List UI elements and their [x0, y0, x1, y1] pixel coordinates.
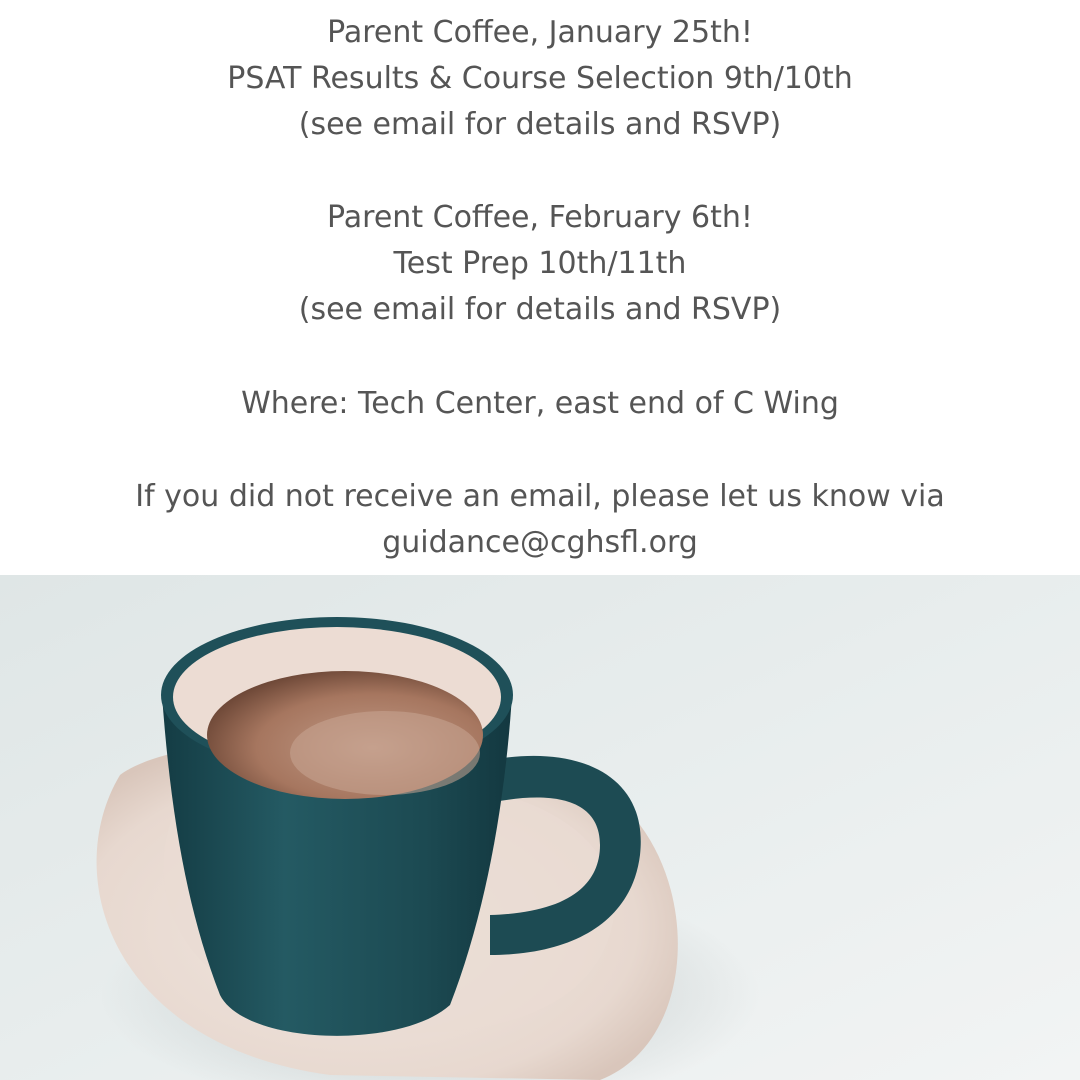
event-2-topic: Test Prep 10th/11th: [393, 246, 687, 281]
event-2-note: (see email for details and RSVP): [298, 292, 782, 327]
event-1-title: Parent Coffee, January 25th!: [327, 15, 753, 50]
event-1-note: (see email for details and RSVP): [298, 107, 782, 142]
event-1-topic: PSAT Results & Course Selection 9th/10th: [227, 61, 853, 96]
contact-email: guidance@cghsfl.org: [382, 525, 698, 560]
event-2-title: Parent Coffee, February 6th!: [327, 200, 753, 235]
coffee-photo: [0, 575, 1080, 1080]
location-text: Where: Tech Center, east end of C Wing: [241, 386, 839, 421]
coffee-highlight: [290, 711, 480, 795]
contact-text: If you did not receive an email, please let us know via: [135, 479, 945, 514]
